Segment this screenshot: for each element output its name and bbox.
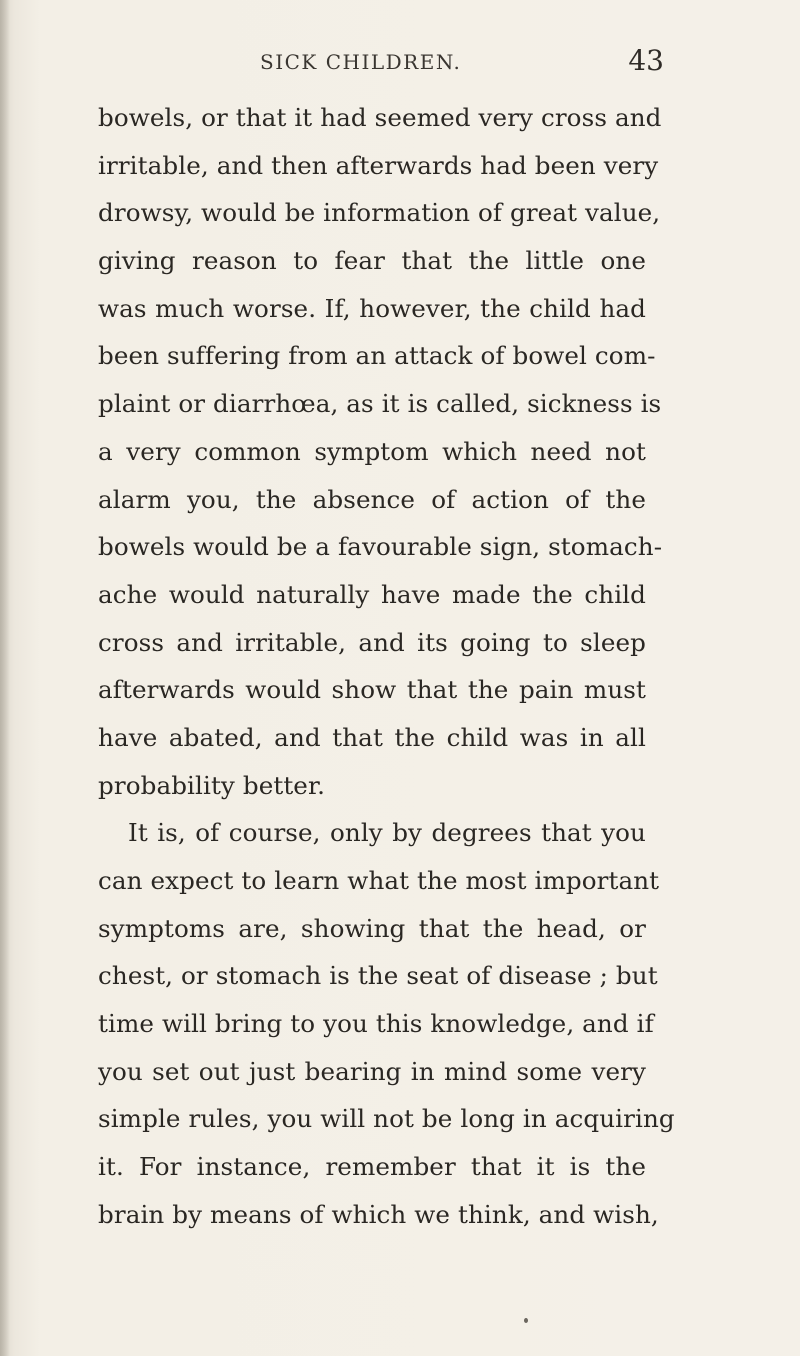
text-line: have abated, and that the child was in all xyxy=(98,722,646,752)
text-line: afterwards would show that the pain must xyxy=(98,675,646,705)
paragraph-2 xyxy=(98,809,675,1238)
body-text xyxy=(98,94,675,1239)
text-line: plaint or diarrhœa, as it is called, sickness is xyxy=(98,389,662,419)
text-line: can expect to learn what the most important xyxy=(98,866,660,895)
text-line: giving reason to fear that the little one xyxy=(98,246,646,276)
text-line: bowels, or that it had seemed very cross and xyxy=(98,103,662,132)
text-line: you set out just bearing in mind some very xyxy=(98,1056,646,1086)
text-line: brain by means of which we think, and wish, xyxy=(98,1199,659,1229)
text-line: time will bring to you this knowledge, and if xyxy=(98,1009,654,1039)
text-line: ache would naturally have made the child xyxy=(98,579,646,609)
text-line: alarm you, the absence of action of the xyxy=(98,484,646,514)
text-line: drowsy, would be information of great value, xyxy=(98,198,661,228)
text-line: been suffering from an attack of bowel com- xyxy=(98,341,656,371)
page-number: 43 xyxy=(628,44,664,77)
text-line: symptoms are, showing that the head, or xyxy=(98,913,646,943)
text-line: a very common symptom which need not xyxy=(98,436,646,466)
running-head xyxy=(100,44,664,80)
page-binding-shadow xyxy=(0,0,10,1356)
text-line: bowels would be a favourable sign, stomach- xyxy=(98,532,663,562)
text-line: irritable, and then afterwards had been very xyxy=(98,150,659,180)
text-line: It is, of course, only by degrees that you xyxy=(128,818,646,848)
ink-speck xyxy=(524,1318,528,1323)
paragraph-1 xyxy=(98,94,663,809)
text-line: cross and irritable, and its going to sleep xyxy=(98,627,646,657)
text-line: was much worse. If, however, the child had xyxy=(98,293,646,323)
running-title: SICK CHILDREN. xyxy=(260,50,462,74)
text-line: probability better. xyxy=(98,770,326,800)
text-line: chest, or stomach is the seat of disease ; but xyxy=(98,961,658,991)
text-line: it. For instance, remember that it is the xyxy=(98,1152,646,1182)
text-line: simple rules, you will not be long in acquiring xyxy=(98,1104,675,1134)
